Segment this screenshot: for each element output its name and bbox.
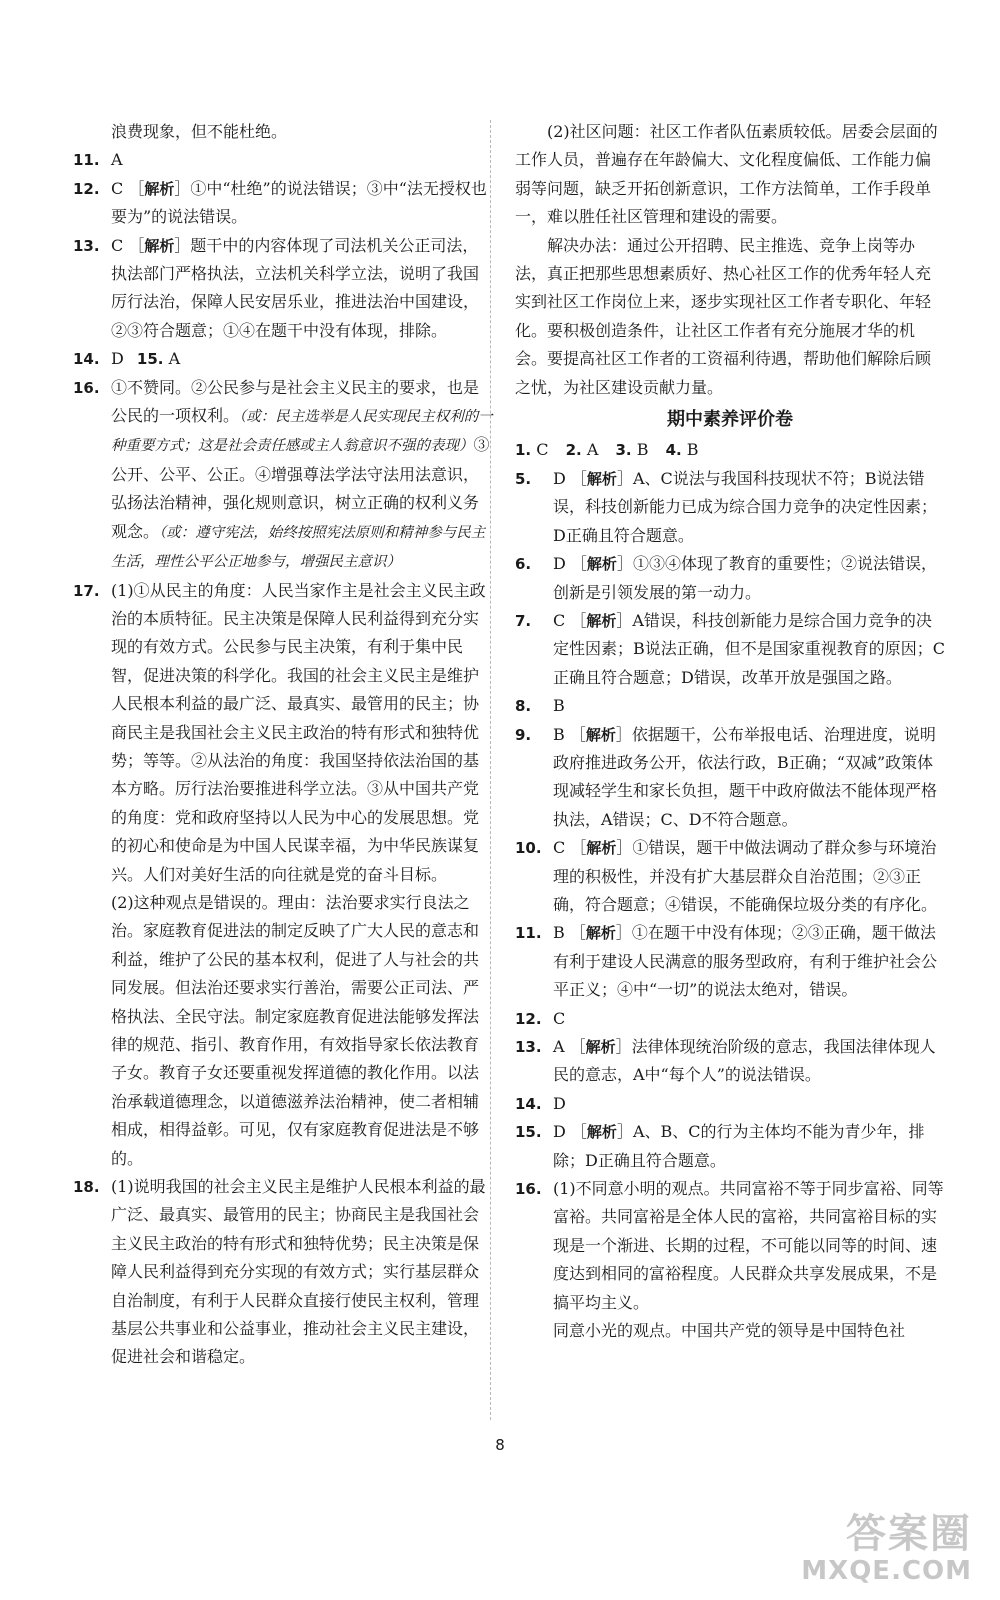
question-number: 8. — [515, 697, 532, 716]
analysis-text: ］①中“杜绝”的说法错误；③中“法无授权也要为”的说法错误。 — [111, 178, 487, 227]
answer-choice: C ［ — [553, 610, 587, 630]
analysis-text: ］①在题干中没有体现；②③正确，题干做法有利于建设人民满意的服务型政府，有利于维护社会公平正义；④中“一切”的说法太绝对，错误。 — [553, 923, 938, 1000]
analysis-label: 解析 — [586, 1123, 617, 1142]
answer-choice: C ［ — [111, 178, 145, 198]
continuation-line — [73, 118, 493, 146]
answer-13 — [73, 232, 493, 346]
answer-16 — [515, 1175, 945, 1345]
left-column — [73, 118, 493, 1372]
question-number: 12. — [73, 179, 100, 198]
answer-choice: C ［ — [553, 838, 587, 858]
answer-12 — [515, 1005, 945, 1033]
answer-paragraph: (1)①从民主的角度：人民当家作主是社会主义民主政治的本质特征。民主决策是保障人民利益得到充分实现的有效方式。公民参与民主决策，有利于集中民智，促进决策的科学化。我国的社会主义民主是维护人民根本利益的最广泛、最真实、最管用的民主；协商民主是我国社会主义民主政治的特有形式和独特优势；等等。②从法治的角度：我国坚持依法治国的基本方略。厉行法治要推进科学立法。③从中国共产党的角度：党和政府坚持以人民为中心的发展思想。党的初心和使命是为中国人民谋幸福，为中华民族谋复兴。人们对美好生活的向往就是党的奋斗目标。 — [111, 580, 486, 884]
answer-text: ③公开、公平、公正。④增强尊法学法守法用法意识，弘扬法治精神，强化规则意识，树立正确的权利义务观念。 — [111, 435, 490, 541]
section-title: 期中素养评价卷 — [667, 409, 793, 431]
question-number: 5. — [515, 469, 532, 488]
answer-choice: D ［ — [553, 468, 587, 488]
right-column — [515, 118, 945, 1345]
question-number: 16. — [515, 1180, 542, 1199]
question-number: 6. — [515, 555, 532, 574]
answer-17 — [73, 577, 493, 1174]
watermark-logo — [801, 1512, 972, 1586]
answer-text: C — [553, 1008, 566, 1028]
answer-15 — [515, 1118, 945, 1175]
answer-choice: B ［ — [553, 724, 586, 744]
question-number: 15. — [136, 350, 164, 369]
answer-text: B — [636, 440, 649, 460]
answer-10 — [515, 834, 945, 919]
answer-6 — [515, 550, 945, 607]
question-number: 3. — [615, 441, 632, 460]
answer-text: D — [553, 1093, 566, 1113]
answer-16 — [73, 374, 493, 577]
answer-choice: D ［ — [553, 1122, 587, 1142]
answer-14 — [515, 1090, 945, 1118]
analysis-label: 解析 — [144, 236, 175, 255]
answer-text: A — [586, 440, 599, 460]
answer-text: A — [168, 349, 181, 369]
analysis-label: 解析 — [586, 469, 617, 488]
answer-text: ①不赞同。②公民参与是社会主义民主的要求，也是公民的一项权利。 — [111, 377, 480, 426]
analysis-label: 解析 — [585, 725, 616, 744]
watermark-text: 答案圈 — [846, 1511, 972, 1557]
answer-choice: C ［ — [111, 235, 145, 255]
question-number: 11. — [515, 924, 542, 943]
question-number: 1. — [515, 441, 532, 460]
answer-8 — [515, 692, 945, 720]
analysis-text: ］依据题干，公布举报电话、治理进度，说明政府推进政务公开，依法行政，B正确；“双减”政策体现减轻学生和家长负担，题干中政府做法不能体现严格执法，A错误；C、D不符合题意。 — [553, 724, 938, 829]
analysis-label: 解析 — [585, 924, 616, 943]
analysis-label: 解析 — [586, 555, 617, 574]
answer-text: C — [536, 440, 549, 460]
page-number: 8 — [495, 1436, 505, 1454]
question-number: 15. — [515, 1123, 542, 1142]
analysis-text: ］A错误，科技创新能力是综合国力竞争的决定性因素；B说法正确，但不是国家重视教育的原因；C正确且符合题意；D错误，改革开放是强国之路。 — [553, 610, 946, 687]
question-number: 14. — [73, 350, 100, 369]
analysis-label: 解析 — [586, 839, 617, 858]
answer-13 — [515, 1033, 945, 1090]
analysis-text: ］A、C说法与我国科技现状不符；B说法错误，科技创新能力已成为综合国力竞争的决定性因素；D正确且符合题意。 — [553, 468, 938, 545]
question-number: 11. — [73, 151, 100, 170]
answer-14-15 — [73, 345, 493, 373]
analysis-label: 解析 — [585, 1038, 616, 1056]
answer-choice: A ［ — [553, 1037, 586, 1056]
answer-choice: B ［ — [553, 923, 586, 943]
question-number: 14. — [515, 1094, 542, 1113]
answer-choice: D ［ — [553, 554, 587, 574]
analysis-label: 解析 — [144, 179, 175, 198]
answer-paragraph: (2)这种观点是错误的。理由：法治要求实行良法之治。家庭教育促进法的制定反映了广大人民的意志和利益，维护了公民的基本权利，促进了人与社会的共同发展。但法治还要求实行善治，需要公正司法、严格执法、全民守法。制定家庭教育促进法能够发挥法律的规范、指引、教育作用，有效指导家长依法教育子女。教育子女还要重视发挥道德的教化作用。以法治承载道德理念，以道德滋养法治精神，使二者相辅相成，相得益彰。可见，仅有家庭教育促进法是不够的。 — [111, 892, 480, 1168]
handwritten-annotation: （或：遵守宪法，始终按照宪法原则和精神参与民主生活，理性公平公正地参与，增强民主意识） — [111, 524, 486, 571]
answer-paragraph: 同意小光的观点。中国共产党的领导是中国特色社 — [553, 1321, 906, 1341]
analysis-text: ］①错误，题干中做法调动了群众参与环境治理的积极性，并没有扩大基层群众自治范围；②③正确，符合题意；④错误，不能确保垃圾分类的有序化。 — [553, 838, 938, 914]
question-number: 16. — [73, 378, 100, 397]
question-number: 13. — [515, 1038, 542, 1056]
question-number: 2. — [565, 441, 582, 460]
analysis-text: ］A、B、C的行为主体均不能为青少年，排除；D正确且符合题意。 — [553, 1122, 925, 1170]
question-number: 10. — [515, 839, 542, 858]
analysis-text: ］题干中的内容体现了司法机关公正司法，执法部门严格执法，立法机关科学立法，说明了我国厉行法治，保障人民安居乐业，推进法治中国建设，②③符合题意；①④在题干中没有体现，排除。 — [111, 235, 480, 340]
answer-text: A — [111, 150, 123, 170]
continuation-text: 浪费现象，但不能杜绝。 — [111, 122, 288, 141]
answer-text: B — [686, 440, 699, 460]
question-number: 13. — [73, 236, 100, 255]
question-number: 12. — [515, 1009, 542, 1028]
question-number: 18. — [73, 1178, 100, 1197]
answer-11 — [515, 919, 945, 1004]
analysis-text: ］①③④体现了教育的重要性；②说法错误，创新是引领发展的第一动力。 — [553, 554, 937, 602]
answer-text: D — [111, 349, 124, 369]
answer-11 — [73, 146, 493, 174]
answer-18 — [73, 1173, 493, 1372]
answer-12 — [73, 175, 493, 232]
handwritten-annotation: （或：民主选举是人民实现民主权利的一种重要方式；这是社会责任感或主人翁意识不强的表现） — [111, 409, 493, 455]
answer-7 — [515, 607, 945, 692]
question-number: 4. — [665, 441, 682, 460]
question-number: 17. — [73, 581, 100, 600]
analysis-label: 解析 — [586, 611, 617, 630]
answer-text: B — [553, 696, 565, 716]
answers-1-4 — [515, 436, 945, 464]
analysis-text: ］法律体现统治阶级的意志，我国法律体现人民的意志，A中“每个人”的说法错误。 — [553, 1037, 936, 1085]
answer-paragraph: 解决办法：通过公开招聘、民主推选、竞争上岗等办法，真正把那些思想素质好、热心社区工作的优秀年轻人充实到社区工作岗位上来，逐步实现社区工作者专职化、年轻化。要积极创造条件，让社区工作者有充分施展才华的机会。要提高社区工作者的工资福利待遇，帮助他们解除后顾之忧，为社区建设贡献力量。 — [515, 235, 932, 397]
answer-paragraph: (1)不同意小明的观点。共同富裕不等于同步富裕、同等富裕。共同富裕是全体人民的富裕，共同富裕目标的实现是一个渐进、长期的过程，不可能以同等的时间、速度达到相同的富裕程度。人民群众共享发展成果，不是搞平均主义。 — [553, 1179, 944, 1312]
question-number: 9. — [515, 725, 532, 744]
answer-paragraph: (1)说明我国的社会主义民主是维护人民根本利益的最广泛、最真实、最管用的民主；协商民主是我国社会主义民主政治的特有形式和独特优势；民主决策是保障人民利益得到充分实现的有效方式；实行基层群众自治制度，有利于人民群众直接行使民主权利，管理基层公共事业和公益事业，推动社会主义民主建设，促进社会和谐稳定。 — [111, 1177, 486, 1367]
watermark-url: MXQE.COM — [801, 1556, 972, 1586]
question-number: 7. — [515, 611, 532, 630]
answer-9 — [515, 721, 945, 835]
answer-5 — [515, 465, 945, 550]
answer-paragraph: (2)社区问题：社区工作者队伍素质较低。居委会层面的工作人员，普遍存在年龄偏大、文化程度偏低、工作能力偏弱等问题，缺乏开拓创新意识，工作方法简单，工作手段单一，难以胜任社区管理和建设的需要。 — [515, 122, 938, 227]
